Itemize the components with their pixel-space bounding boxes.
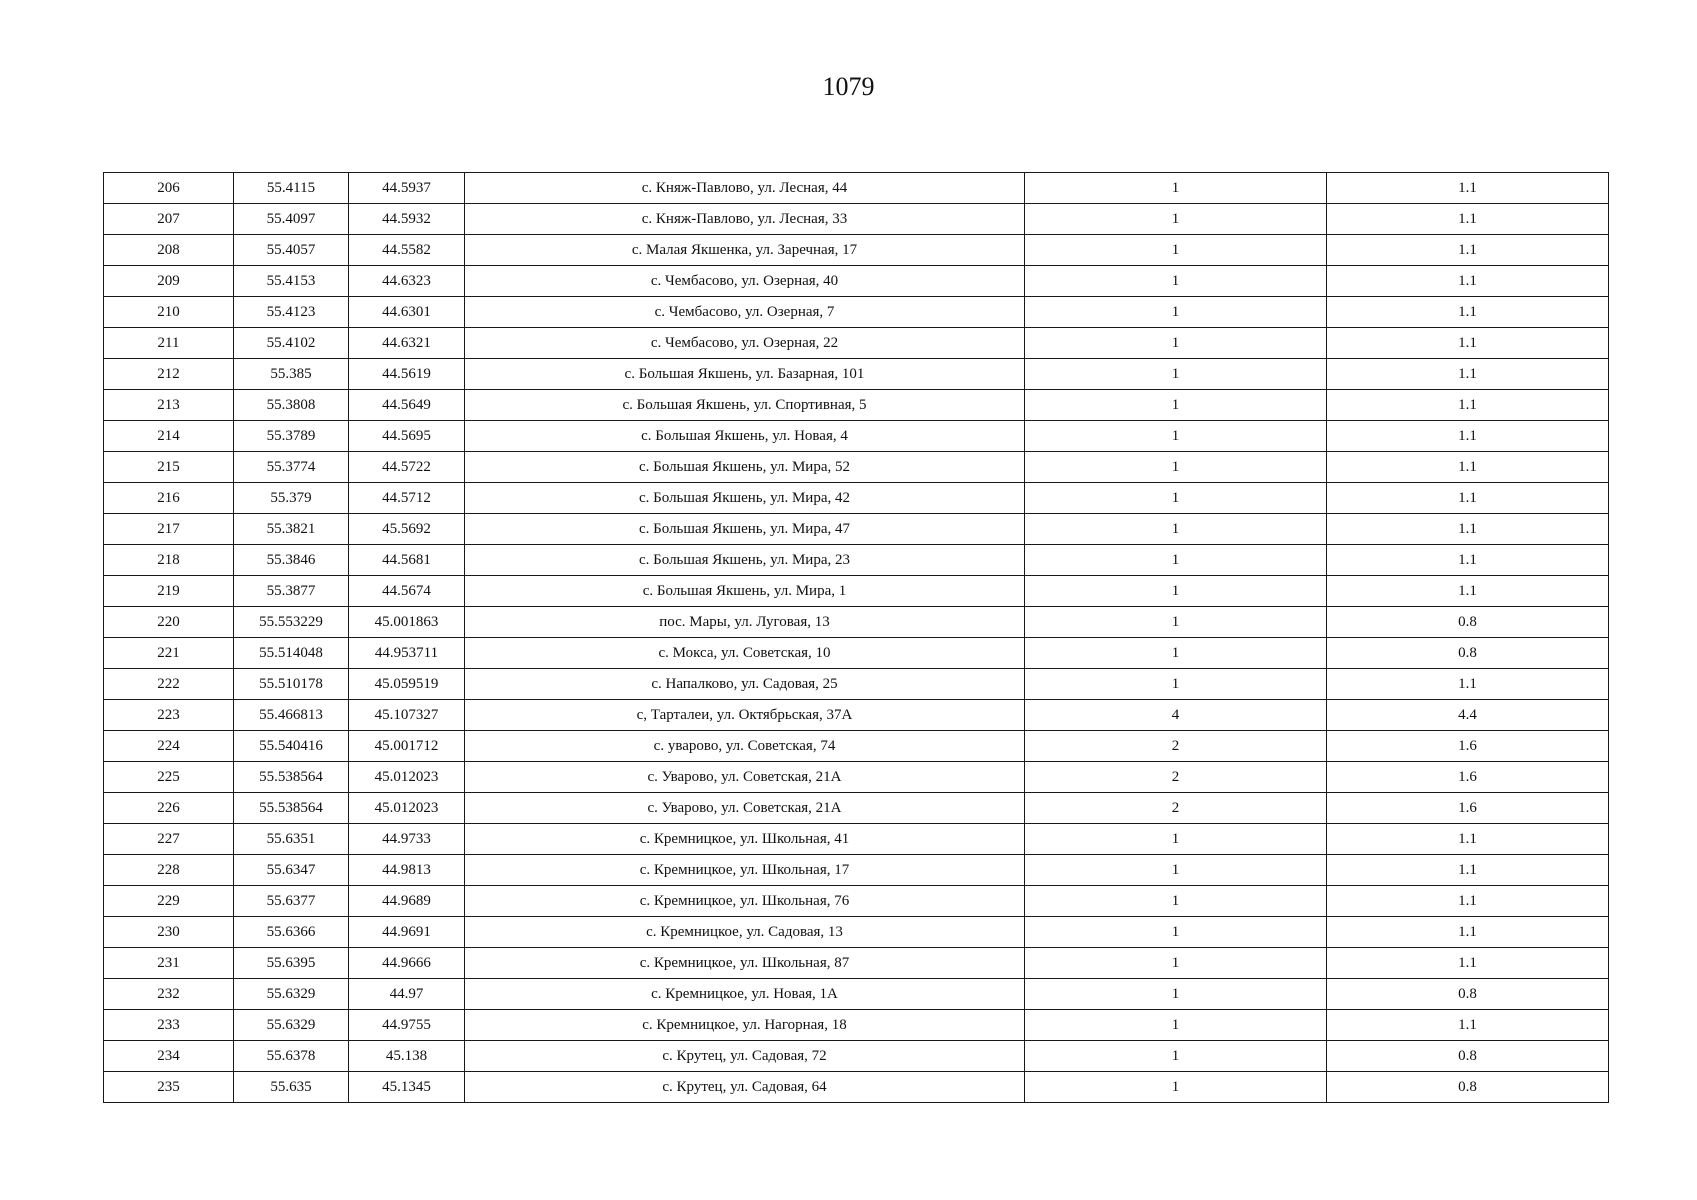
value-cell: 1.6 (1327, 762, 1609, 793)
count-cell: 2 (1025, 762, 1327, 793)
latitude-cell: 55.6347 (234, 855, 349, 886)
row-number-cell: 234 (104, 1041, 234, 1072)
count-cell: 1 (1025, 390, 1327, 421)
row-number-cell: 232 (104, 979, 234, 1010)
address-cell: с. Большая Якшень, ул. Базарная, 101 (465, 359, 1025, 390)
latitude-cell: 55.6378 (234, 1041, 349, 1072)
latitude-cell: 55.4115 (234, 173, 349, 204)
longitude-cell: 45.001712 (349, 731, 465, 762)
address-cell: с. Кремницкое, ул. Школьная, 76 (465, 886, 1025, 917)
value-cell: 1.1 (1327, 545, 1609, 576)
row-number-cell: 223 (104, 700, 234, 731)
table-row (104, 762, 1609, 793)
row-number-cell: 231 (104, 948, 234, 979)
count-cell: 1 (1025, 948, 1327, 979)
latitude-cell: 55.3846 (234, 545, 349, 576)
latitude-cell: 55.3877 (234, 576, 349, 607)
longitude-cell: 44.9755 (349, 1010, 465, 1041)
count-cell: 1 (1025, 204, 1327, 235)
count-cell: 1 (1025, 328, 1327, 359)
address-cell: с. Чембасово, ул. Озерная, 40 (465, 266, 1025, 297)
latitude-cell: 55.635 (234, 1072, 349, 1103)
row-number-cell: 211 (104, 328, 234, 359)
address-cell: с. Кремницкое, ул. Школьная, 41 (465, 824, 1025, 855)
longitude-cell: 44.5582 (349, 235, 465, 266)
address-cell: с. Большая Якшень, ул. Мира, 23 (465, 545, 1025, 576)
count-cell: 1 (1025, 514, 1327, 545)
address-cell: с. Большая Якшень, ул. Мира, 1 (465, 576, 1025, 607)
value-cell: 1.1 (1327, 421, 1609, 452)
row-number-cell: 229 (104, 886, 234, 917)
row-number-cell: 214 (104, 421, 234, 452)
latitude-cell: 55.6329 (234, 1010, 349, 1041)
longitude-cell: 44.9666 (349, 948, 465, 979)
address-cell: с. Княж-Павлово, ул. Лесная, 44 (465, 173, 1025, 204)
latitude-cell: 55.538564 (234, 793, 349, 824)
table-row (104, 328, 1609, 359)
latitude-cell: 55.4123 (234, 297, 349, 328)
table-row (104, 576, 1609, 607)
latitude-cell: 55.3821 (234, 514, 349, 545)
row-number-cell: 207 (104, 204, 234, 235)
longitude-cell: 44.5695 (349, 421, 465, 452)
latitude-cell: 55.385 (234, 359, 349, 390)
table-row (104, 1041, 1609, 1072)
count-cell: 1 (1025, 1072, 1327, 1103)
count-cell: 1 (1025, 917, 1327, 948)
latitude-cell: 55.514048 (234, 638, 349, 669)
value-cell: 1.1 (1327, 328, 1609, 359)
row-number-cell: 226 (104, 793, 234, 824)
longitude-cell: 44.5932 (349, 204, 465, 235)
row-number-cell: 222 (104, 669, 234, 700)
table-row (104, 824, 1609, 855)
latitude-cell: 55.4153 (234, 266, 349, 297)
count-cell: 1 (1025, 576, 1327, 607)
value-cell: 1.1 (1327, 824, 1609, 855)
longitude-cell: 45.012023 (349, 762, 465, 793)
row-number-cell: 225 (104, 762, 234, 793)
table-row (104, 979, 1609, 1010)
count-cell: 1 (1025, 173, 1327, 204)
count-cell: 1 (1025, 545, 1327, 576)
latitude-cell: 55.4057 (234, 235, 349, 266)
longitude-cell: 44.5722 (349, 452, 465, 483)
table-row (104, 731, 1609, 762)
latitude-cell: 55.6329 (234, 979, 349, 1010)
value-cell: 1.1 (1327, 173, 1609, 204)
latitude-cell: 55.379 (234, 483, 349, 514)
longitude-cell: 44.5681 (349, 545, 465, 576)
longitude-cell: 45.138 (349, 1041, 465, 1072)
count-cell: 1 (1025, 266, 1327, 297)
latitude-cell: 55.510178 (234, 669, 349, 700)
value-cell: 1.1 (1327, 452, 1609, 483)
longitude-cell: 45.001863 (349, 607, 465, 638)
count-cell: 1 (1025, 824, 1327, 855)
table-row (104, 483, 1609, 514)
longitude-cell: 44.9689 (349, 886, 465, 917)
latitude-cell: 55.538564 (234, 762, 349, 793)
row-number-cell: 233 (104, 1010, 234, 1041)
row-number-cell: 206 (104, 173, 234, 204)
row-number-cell: 208 (104, 235, 234, 266)
address-cell: с. Мокса, ул. Советская, 10 (465, 638, 1025, 669)
longitude-cell: 44.5937 (349, 173, 465, 204)
address-cell: с. Большая Якшень, ул. Мира, 42 (465, 483, 1025, 514)
table-row (104, 514, 1609, 545)
address-cell: с, Тарталеи, ул. Октябрьская, 37А (465, 700, 1025, 731)
longitude-cell: 45.107327 (349, 700, 465, 731)
value-cell: 1.6 (1327, 793, 1609, 824)
address-cell: с. Малая Якшенка, ул. Заречная, 17 (465, 235, 1025, 266)
table-row (104, 204, 1609, 235)
value-cell: 4.4 (1327, 700, 1609, 731)
row-number-cell: 212 (104, 359, 234, 390)
row-number-cell: 209 (104, 266, 234, 297)
row-number-cell: 210 (104, 297, 234, 328)
longitude-cell: 45.1345 (349, 1072, 465, 1103)
row-number-cell: 227 (104, 824, 234, 855)
row-number-cell: 228 (104, 855, 234, 886)
longitude-cell: 44.6321 (349, 328, 465, 359)
count-cell: 1 (1025, 855, 1327, 886)
longitude-cell: 44.5649 (349, 390, 465, 421)
value-cell: 1.1 (1327, 204, 1609, 235)
count-cell: 1 (1025, 1010, 1327, 1041)
address-cell: с. Кремницкое, ул. Садовая, 13 (465, 917, 1025, 948)
longitude-cell: 44.9733 (349, 824, 465, 855)
table-row (104, 545, 1609, 576)
address-cell: с. Крутец, ул. Садовая, 72 (465, 1041, 1025, 1072)
value-cell: 1.1 (1327, 235, 1609, 266)
longitude-cell: 45.012023 (349, 793, 465, 824)
table-row (104, 855, 1609, 886)
table-row (104, 886, 1609, 917)
address-cell: с. Чембасово, ул. Озерная, 22 (465, 328, 1025, 359)
latitude-cell: 55.553229 (234, 607, 349, 638)
latitude-cell: 55.3774 (234, 452, 349, 483)
table-row (104, 297, 1609, 328)
value-cell: 1.1 (1327, 917, 1609, 948)
row-number-cell: 224 (104, 731, 234, 762)
table-row (104, 421, 1609, 452)
table-row (104, 793, 1609, 824)
table-row (104, 638, 1609, 669)
address-cell: с. уварово, ул. Советская, 74 (465, 731, 1025, 762)
table-body (104, 173, 1609, 1103)
row-number-cell: 220 (104, 607, 234, 638)
value-cell: 1.1 (1327, 514, 1609, 545)
value-cell: 0.8 (1327, 607, 1609, 638)
value-cell: 1.1 (1327, 297, 1609, 328)
row-number-cell: 221 (104, 638, 234, 669)
count-cell: 1 (1025, 669, 1327, 700)
count-cell: 1 (1025, 359, 1327, 390)
value-cell: 1.1 (1327, 1010, 1609, 1041)
table-row (104, 669, 1609, 700)
table-row (104, 917, 1609, 948)
longitude-cell: 44.6301 (349, 297, 465, 328)
address-cell: с. Кремницкое, ул. Школьная, 87 (465, 948, 1025, 979)
value-cell: 0.8 (1327, 979, 1609, 1010)
row-number-cell: 216 (104, 483, 234, 514)
longitude-cell: 45.059519 (349, 669, 465, 700)
value-cell: 1.1 (1327, 855, 1609, 886)
count-cell: 1 (1025, 297, 1327, 328)
address-cell: с. Уварово, ул. Советская, 21А (465, 793, 1025, 824)
latitude-cell: 55.3808 (234, 390, 349, 421)
longitude-cell: 44.5619 (349, 359, 465, 390)
address-cell: с. Большая Якшень, ул. Спортивная, 5 (465, 390, 1025, 421)
address-cell: с. Кремницкое, ул. Школьная, 17 (465, 855, 1025, 886)
longitude-cell: 44.97 (349, 979, 465, 1010)
count-cell: 1 (1025, 607, 1327, 638)
value-cell: 1.6 (1327, 731, 1609, 762)
longitude-cell: 44.953711 (349, 638, 465, 669)
data-table (103, 172, 1609, 1103)
table-row (104, 359, 1609, 390)
value-cell: 0.8 (1327, 638, 1609, 669)
table-row (104, 700, 1609, 731)
row-number-cell: 235 (104, 1072, 234, 1103)
table-row (104, 235, 1609, 266)
count-cell: 1 (1025, 979, 1327, 1010)
latitude-cell: 55.466813 (234, 700, 349, 731)
table-row (104, 948, 1609, 979)
address-cell: с. Крутец, ул. Садовая, 64 (465, 1072, 1025, 1103)
latitude-cell: 55.6366 (234, 917, 349, 948)
address-cell: с. Княж-Павлово, ул. Лесная, 33 (465, 204, 1025, 235)
address-cell: с. Кремницкое, ул. Новая, 1А (465, 979, 1025, 1010)
latitude-cell: 55.6377 (234, 886, 349, 917)
count-cell: 1 (1025, 1041, 1327, 1072)
latitude-cell: 55.6395 (234, 948, 349, 979)
longitude-cell: 44.9813 (349, 855, 465, 886)
count-cell: 2 (1025, 793, 1327, 824)
longitude-cell: 44.5712 (349, 483, 465, 514)
count-cell: 2 (1025, 731, 1327, 762)
value-cell: 1.1 (1327, 359, 1609, 390)
row-number-cell: 215 (104, 452, 234, 483)
longitude-cell: 44.9691 (349, 917, 465, 948)
longitude-cell: 44.6323 (349, 266, 465, 297)
value-cell: 0.8 (1327, 1072, 1609, 1103)
table-row (104, 607, 1609, 638)
row-number-cell: 213 (104, 390, 234, 421)
row-number-cell: 217 (104, 514, 234, 545)
value-cell: 0.8 (1327, 1041, 1609, 1072)
value-cell: 1.1 (1327, 886, 1609, 917)
row-number-cell: 230 (104, 917, 234, 948)
address-cell: с. Большая Якшень, ул. Мира, 47 (465, 514, 1025, 545)
count-cell: 1 (1025, 452, 1327, 483)
address-cell: с. Кремницкое, ул. Нагорная, 18 (465, 1010, 1025, 1041)
latitude-cell: 55.540416 (234, 731, 349, 762)
value-cell: 1.1 (1327, 266, 1609, 297)
value-cell: 1.1 (1327, 948, 1609, 979)
count-cell: 1 (1025, 421, 1327, 452)
address-cell: с. Напалково, ул. Садовая, 25 (465, 669, 1025, 700)
value-cell: 1.1 (1327, 390, 1609, 421)
table-row (104, 266, 1609, 297)
table-row (104, 173, 1609, 204)
latitude-cell: 55.4097 (234, 204, 349, 235)
latitude-cell: 55.3789 (234, 421, 349, 452)
address-cell: с. Уварово, ул. Советская, 21А (465, 762, 1025, 793)
value-cell: 1.1 (1327, 483, 1609, 514)
address-cell: с. Большая Якшень, ул. Мира, 52 (465, 452, 1025, 483)
address-cell: с. Чембасово, ул. Озерная, 7 (465, 297, 1025, 328)
address-cell: с. Большая Якшень, ул. Новая, 4 (465, 421, 1025, 452)
count-cell: 1 (1025, 886, 1327, 917)
count-cell: 1 (1025, 483, 1327, 514)
table-row (104, 1072, 1609, 1103)
latitude-cell: 55.4102 (234, 328, 349, 359)
count-cell: 4 (1025, 700, 1327, 731)
count-cell: 1 (1025, 638, 1327, 669)
address-cell: пос. Мары, ул. Луговая, 13 (465, 607, 1025, 638)
row-number-cell: 218 (104, 545, 234, 576)
table-row (104, 452, 1609, 483)
table-row (104, 390, 1609, 421)
page-number: 1079 (822, 72, 875, 101)
count-cell: 1 (1025, 235, 1327, 266)
value-cell: 1.1 (1327, 576, 1609, 607)
latitude-cell: 55.6351 (234, 824, 349, 855)
value-cell: 1.1 (1327, 669, 1609, 700)
longitude-cell: 44.5674 (349, 576, 465, 607)
longitude-cell: 45.5692 (349, 514, 465, 545)
table-row (104, 1010, 1609, 1041)
row-number-cell: 219 (104, 576, 234, 607)
